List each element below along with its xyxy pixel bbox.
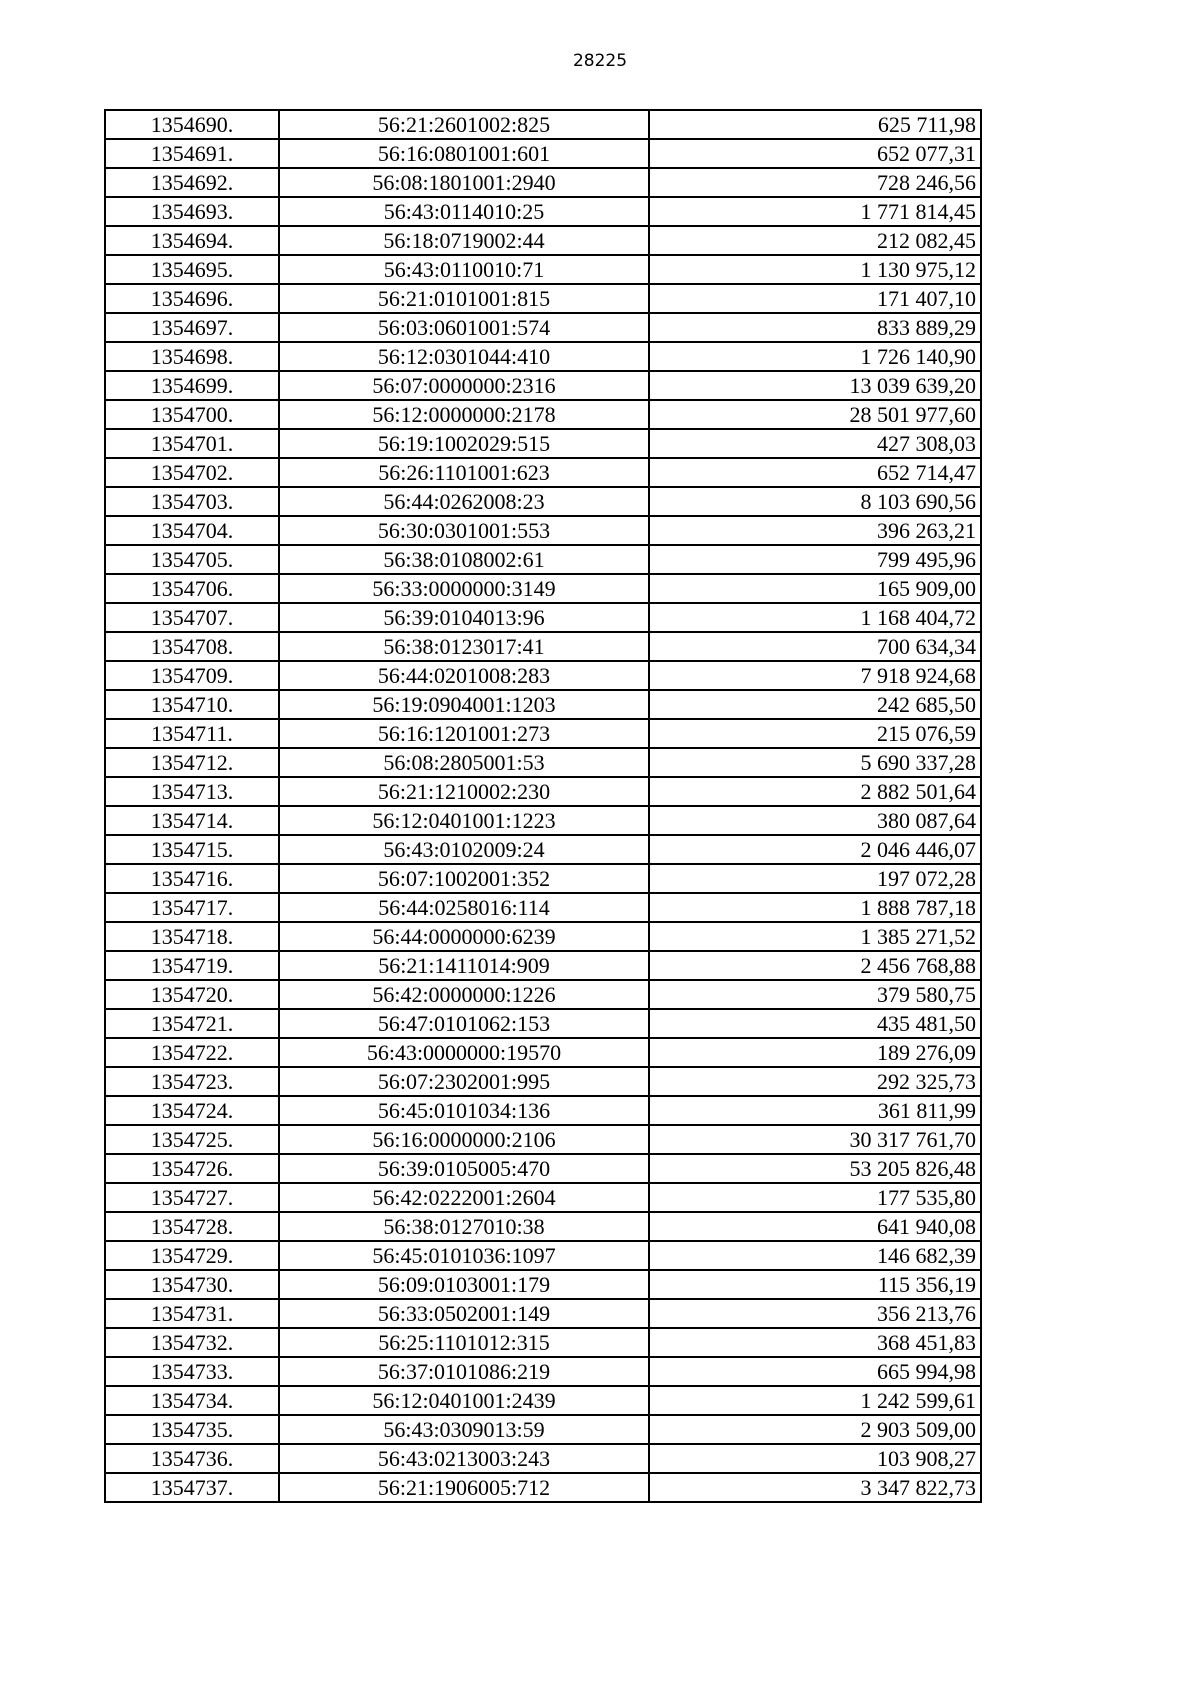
row-number-cell: 1354726. xyxy=(105,1154,279,1183)
cadastral-number-cell: 56:45:0101034:136 xyxy=(279,1096,649,1125)
cadastral-number-cell: 56:18:0719002:44 xyxy=(279,226,649,255)
table-row xyxy=(105,226,981,255)
cadastral-number-cell: 56:45:0101036:1097 xyxy=(279,1241,649,1270)
row-number-cell: 1354706. xyxy=(105,574,279,603)
cadastral-number-cell: 56:16:0000000:2106 xyxy=(279,1125,649,1154)
cadastral-number-cell: 56:21:0101001:815 xyxy=(279,284,649,313)
table-row xyxy=(105,748,981,777)
row-number-cell: 1354723. xyxy=(105,1067,279,1096)
cadastral-number-cell: 56:12:0301044:410 xyxy=(279,342,649,371)
cadastral-value-cell: 115 356,19 xyxy=(649,1270,981,1299)
table-row xyxy=(105,1444,981,1473)
cadastral-number-cell: 56:19:1002029:515 xyxy=(279,429,649,458)
cadastral-number-cell: 56:21:1411014:909 xyxy=(279,951,649,980)
cadastral-value-cell: 427 308,03 xyxy=(649,429,981,458)
table-row xyxy=(105,1096,981,1125)
cadastral-number-cell: 56:30:0301001:553 xyxy=(279,516,649,545)
table-row xyxy=(105,864,981,893)
table-row xyxy=(105,661,981,690)
cadastral-number-cell: 56:44:0000000:6239 xyxy=(279,922,649,951)
cadastral-value-cell: 197 072,28 xyxy=(649,864,981,893)
row-number-cell: 1354697. xyxy=(105,313,279,342)
row-number-cell: 1354695. xyxy=(105,255,279,284)
row-number-cell: 1354712. xyxy=(105,748,279,777)
cadastral-value-cell: 1 888 787,18 xyxy=(649,893,981,922)
cadastral-value-cell: 3 347 822,73 xyxy=(649,1473,981,1502)
row-number-cell: 1354696. xyxy=(105,284,279,313)
row-number-cell: 1354736. xyxy=(105,1444,279,1473)
table-row xyxy=(105,400,981,429)
row-number-cell: 1354734. xyxy=(105,1386,279,1415)
cadastral-value-cell: 625 711,98 xyxy=(649,110,981,139)
cadastral-number-cell: 56:12:0401001:1223 xyxy=(279,806,649,835)
row-number-cell: 1354704. xyxy=(105,516,279,545)
cadastral-value-cell: 103 908,27 xyxy=(649,1444,981,1473)
table-row xyxy=(105,371,981,400)
cadastral-value-cell: 146 682,39 xyxy=(649,1241,981,1270)
table-body xyxy=(105,110,981,1502)
table-row xyxy=(105,197,981,226)
table-row xyxy=(105,1183,981,1212)
row-number-cell: 1354729. xyxy=(105,1241,279,1270)
table-row xyxy=(105,1415,981,1444)
cadastral-value-cell: 1 771 814,45 xyxy=(649,197,981,226)
row-number-cell: 1354733. xyxy=(105,1357,279,1386)
row-number-cell: 1354715. xyxy=(105,835,279,864)
cadastral-number-cell: 56:33:0502001:149 xyxy=(279,1299,649,1328)
table-row xyxy=(105,255,981,284)
cadastral-value-cell: 1 726 140,90 xyxy=(649,342,981,371)
cadastral-number-cell: 56:43:0309013:59 xyxy=(279,1415,649,1444)
row-number-cell: 1354724. xyxy=(105,1096,279,1125)
table-row xyxy=(105,342,981,371)
cadastral-number-cell: 56:07:0000000:2316 xyxy=(279,371,649,400)
table-row xyxy=(105,1009,981,1038)
row-number-cell: 1354701. xyxy=(105,429,279,458)
table-row xyxy=(105,429,981,458)
cadastral-number-cell: 56:43:0102009:24 xyxy=(279,835,649,864)
table-row xyxy=(105,922,981,951)
row-number-cell: 1354727. xyxy=(105,1183,279,1212)
cadastral-value-cell: 361 811,99 xyxy=(649,1096,981,1125)
row-number-cell: 1354717. xyxy=(105,893,279,922)
row-number-cell: 1354730. xyxy=(105,1270,279,1299)
cadastral-value-cell: 2 903 509,00 xyxy=(649,1415,981,1444)
row-number-cell: 1354705. xyxy=(105,545,279,574)
cadastral-value-cell: 53 205 826,48 xyxy=(649,1154,981,1183)
cadastral-number-cell: 56:12:0401001:2439 xyxy=(279,1386,649,1415)
row-number-cell: 1354708. xyxy=(105,632,279,661)
row-number-cell: 1354728. xyxy=(105,1212,279,1241)
cadastral-number-cell: 56:03:0601001:574 xyxy=(279,313,649,342)
table-row xyxy=(105,313,981,342)
table-row xyxy=(105,1386,981,1415)
cadastral-value-cell: 799 495,96 xyxy=(649,545,981,574)
cadastral-value-cell: 665 994,98 xyxy=(649,1357,981,1386)
cadastral-number-cell: 56:21:1210002:230 xyxy=(279,777,649,806)
cadastral-number-cell: 56:47:0101062:153 xyxy=(279,1009,649,1038)
row-number-cell: 1354700. xyxy=(105,400,279,429)
table-row xyxy=(105,1241,981,1270)
cadastral-number-cell: 56:38:0123017:41 xyxy=(279,632,649,661)
table-row xyxy=(105,574,981,603)
row-number-cell: 1354703. xyxy=(105,487,279,516)
table-row xyxy=(105,1038,981,1067)
row-number-cell: 1354725. xyxy=(105,1125,279,1154)
table-row xyxy=(105,168,981,197)
cadastral-value-cell: 292 325,73 xyxy=(649,1067,981,1096)
cadastral-value-cell: 2 456 768,88 xyxy=(649,951,981,980)
row-number-cell: 1354721. xyxy=(105,1009,279,1038)
table-row xyxy=(105,1473,981,1502)
table-row xyxy=(105,1270,981,1299)
row-number-cell: 1354690. xyxy=(105,110,279,139)
cadastral-value-cell: 379 580,75 xyxy=(649,980,981,1009)
row-number-cell: 1354709. xyxy=(105,661,279,690)
row-number-cell: 1354737. xyxy=(105,1473,279,1502)
cadastral-number-cell: 56:25:1101012:315 xyxy=(279,1328,649,1357)
row-number-cell: 1354694. xyxy=(105,226,279,255)
cadastral-number-cell: 56:42:0222001:2604 xyxy=(279,1183,649,1212)
table-row xyxy=(105,632,981,661)
cadastral-value-cell: 242 685,50 xyxy=(649,690,981,719)
table-row xyxy=(105,545,981,574)
table-row xyxy=(105,1125,981,1154)
cadastral-value-cell: 7 918 924,68 xyxy=(649,661,981,690)
cadastral-number-cell: 56:43:0110010:71 xyxy=(279,255,649,284)
cadastral-number-cell: 56:16:0801001:601 xyxy=(279,139,649,168)
cadastral-number-cell: 56:43:0114010:25 xyxy=(279,197,649,226)
cadastral-value-cell: 215 076,59 xyxy=(649,719,981,748)
cadastral-value-cell: 833 889,29 xyxy=(649,313,981,342)
table-row xyxy=(105,1328,981,1357)
cadastral-number-cell: 56:39:0104013:96 xyxy=(279,603,649,632)
cadastral-number-cell: 56:43:0213003:243 xyxy=(279,1444,649,1473)
table-row xyxy=(105,777,981,806)
table-row xyxy=(105,487,981,516)
table-row xyxy=(105,835,981,864)
row-number-cell: 1354707. xyxy=(105,603,279,632)
cadastral-number-cell: 56:43:0000000:19570 xyxy=(279,1038,649,1067)
cadastral-number-cell: 56:39:0105005:470 xyxy=(279,1154,649,1183)
cadastral-number-cell: 56:42:0000000:1226 xyxy=(279,980,649,1009)
row-number-cell: 1354713. xyxy=(105,777,279,806)
cadastral-number-cell: 56:12:0000000:2178 xyxy=(279,400,649,429)
cadastral-value-cell: 5 690 337,28 xyxy=(649,748,981,777)
cadastral-number-cell: 56:26:1101001:623 xyxy=(279,458,649,487)
row-number-cell: 1354702. xyxy=(105,458,279,487)
row-number-cell: 1354719. xyxy=(105,951,279,980)
cadastral-value-table xyxy=(104,109,982,1503)
table-row xyxy=(105,1212,981,1241)
cadastral-value-cell: 356 213,76 xyxy=(649,1299,981,1328)
cadastral-number-cell: 56:44:0201008:283 xyxy=(279,661,649,690)
cadastral-value-cell: 13 039 639,20 xyxy=(649,371,981,400)
cadastral-number-cell: 56:21:2601002:825 xyxy=(279,110,649,139)
row-number-cell: 1354735. xyxy=(105,1415,279,1444)
cadastral-number-cell: 56:09:0103001:179 xyxy=(279,1270,649,1299)
table-row xyxy=(105,284,981,313)
cadastral-value-cell: 728 246,56 xyxy=(649,168,981,197)
row-number-cell: 1354699. xyxy=(105,371,279,400)
cadastral-number-cell: 56:38:0127010:38 xyxy=(279,1212,649,1241)
cadastral-number-cell: 56:08:2805001:53 xyxy=(279,748,649,777)
row-number-cell: 1354732. xyxy=(105,1328,279,1357)
row-number-cell: 1354722. xyxy=(105,1038,279,1067)
cadastral-value-cell: 2 046 446,07 xyxy=(649,835,981,864)
cadastral-value-cell: 435 481,50 xyxy=(649,1009,981,1038)
row-number-cell: 1354731. xyxy=(105,1299,279,1328)
cadastral-value-cell: 177 535,80 xyxy=(649,1183,981,1212)
cadastral-value-cell: 380 087,64 xyxy=(649,806,981,835)
cadastral-value-cell: 700 634,34 xyxy=(649,632,981,661)
cadastral-number-cell: 56:38:0108002:61 xyxy=(279,545,649,574)
cadastral-number-cell: 56:16:1201001:273 xyxy=(279,719,649,748)
table-row xyxy=(105,893,981,922)
cadastral-value-cell: 165 909,00 xyxy=(649,574,981,603)
table-row xyxy=(105,1067,981,1096)
cadastral-value-cell: 1 168 404,72 xyxy=(649,603,981,632)
row-number-cell: 1354718. xyxy=(105,922,279,951)
cadastral-value-cell: 396 263,21 xyxy=(649,516,981,545)
cadastral-number-cell: 56:08:1801001:2940 xyxy=(279,168,649,197)
page-number: 28225 xyxy=(572,51,628,71)
table-row xyxy=(105,719,981,748)
cadastral-value-cell: 1 385 271,52 xyxy=(649,922,981,951)
cadastral-value-cell: 1 130 975,12 xyxy=(649,255,981,284)
table-row xyxy=(105,1357,981,1386)
cadastral-value-cell: 212 082,45 xyxy=(649,226,981,255)
cadastral-value-cell: 368 451,83 xyxy=(649,1328,981,1357)
table-row xyxy=(105,603,981,632)
row-number-cell: 1354693. xyxy=(105,197,279,226)
cadastral-value-cell: 171 407,10 xyxy=(649,284,981,313)
row-number-cell: 1354711. xyxy=(105,719,279,748)
cadastral-value-cell: 652 077,31 xyxy=(649,139,981,168)
cadastral-number-cell: 56:37:0101086:219 xyxy=(279,1357,649,1386)
table-row xyxy=(105,806,981,835)
row-number-cell: 1354720. xyxy=(105,980,279,1009)
cadastral-number-cell: 56:07:1002001:352 xyxy=(279,864,649,893)
cadastral-value-cell: 641 940,08 xyxy=(649,1212,981,1241)
cadastral-value-cell: 652 714,47 xyxy=(649,458,981,487)
table-row xyxy=(105,458,981,487)
table-row xyxy=(105,690,981,719)
row-number-cell: 1354714. xyxy=(105,806,279,835)
cadastral-number-cell: 56:44:0258016:114 xyxy=(279,893,649,922)
table-row xyxy=(105,1154,981,1183)
cadastral-value-cell: 1 242 599,61 xyxy=(649,1386,981,1415)
table-row xyxy=(105,516,981,545)
row-number-cell: 1354716. xyxy=(105,864,279,893)
cadastral-number-cell: 56:33:0000000:3149 xyxy=(279,574,649,603)
cadastral-value-cell: 189 276,09 xyxy=(649,1038,981,1067)
table-row xyxy=(105,980,981,1009)
cadastral-value-cell: 30 317 761,70 xyxy=(649,1125,981,1154)
row-number-cell: 1354710. xyxy=(105,690,279,719)
table-row xyxy=(105,139,981,168)
cadastral-value-cell: 28 501 977,60 xyxy=(649,400,981,429)
table-row xyxy=(105,1299,981,1328)
cadastral-number-cell: 56:19:0904001:1203 xyxy=(279,690,649,719)
cadastral-value-cell: 2 882 501,64 xyxy=(649,777,981,806)
row-number-cell: 1354692. xyxy=(105,168,279,197)
table-row xyxy=(105,951,981,980)
cadastral-number-cell: 56:07:2302001:995 xyxy=(279,1067,649,1096)
cadastral-value-cell: 8 103 690,56 xyxy=(649,487,981,516)
row-number-cell: 1354698. xyxy=(105,342,279,371)
cadastral-number-cell: 56:21:1906005:712 xyxy=(279,1473,649,1502)
table-row xyxy=(105,110,981,139)
row-number-cell: 1354691. xyxy=(105,139,279,168)
cadastral-number-cell: 56:44:0262008:23 xyxy=(279,487,649,516)
